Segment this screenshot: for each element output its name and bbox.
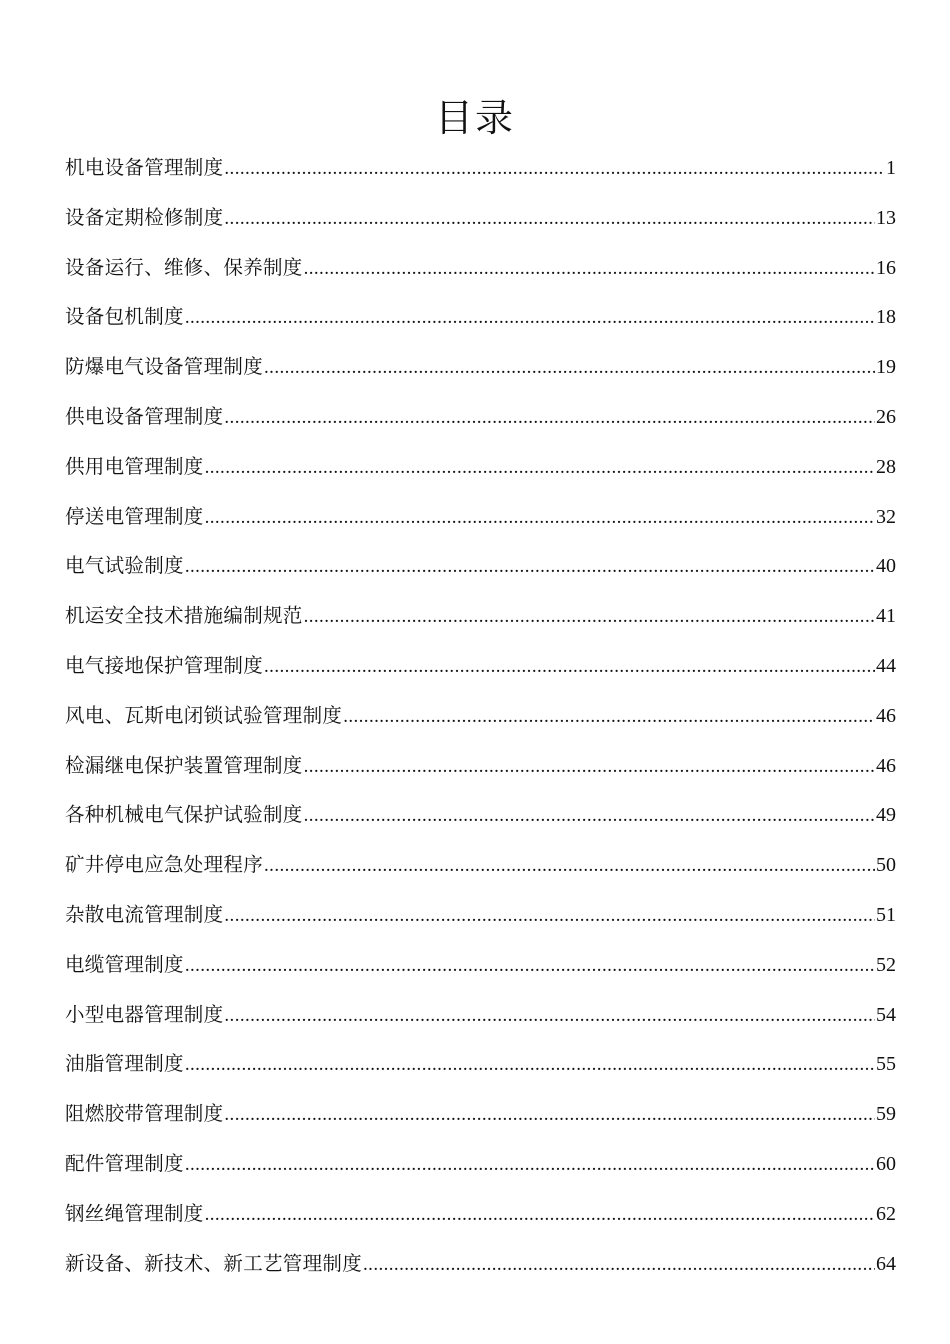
toc-entry[interactable] <box>65 591 896 641</box>
toc-entry-label: 设备运行、维修、保养制度 <box>65 255 303 279</box>
toc-dot-leader <box>224 1090 875 1139</box>
toc-dot-leader <box>264 343 875 392</box>
toc-entry[interactable] <box>65 342 896 392</box>
toc-entry[interactable] <box>65 442 896 492</box>
toc-dot-leader <box>343 692 875 741</box>
toc-entry-label: 小型电器管理制度 <box>65 1002 224 1026</box>
toc-entry-page: 41 <box>876 605 896 628</box>
toc-entry-label: 矿井停电应急处理程序 <box>65 853 264 877</box>
toc-dot-leader <box>304 592 875 641</box>
toc-dot-leader <box>224 891 875 940</box>
toc-entry-label: 供用电管理制度 <box>65 454 204 478</box>
page-title: 目录 <box>434 96 515 140</box>
toc-entry-label: 风电、瓦斯电闭锁试验管理制度 <box>65 703 343 727</box>
toc-entry-page: 19 <box>876 356 896 379</box>
toc-dot-leader <box>224 144 885 193</box>
toc-dot-leader <box>185 941 875 990</box>
toc-entry[interactable] <box>65 1089 896 1139</box>
toc-entry-page: 51 <box>876 903 896 926</box>
toc-entry[interactable] <box>65 1139 896 1189</box>
toc-entry-page: 62 <box>876 1202 896 1225</box>
toc-entry-label: 新设备、新技术、新工艺管理制度 <box>65 1251 363 1275</box>
toc-entry-label: 电气试验制度 <box>65 554 184 578</box>
toc-entry-page: 50 <box>876 854 896 877</box>
toc-dot-leader <box>304 742 875 791</box>
toc-entry[interactable] <box>65 890 896 940</box>
toc-entry-label: 阻燃胶带管理制度 <box>65 1102 224 1126</box>
toc-entry-page: 52 <box>876 953 896 976</box>
toc-entry-label: 各种机械电气保护试验制度 <box>65 803 303 827</box>
toc-entry[interactable] <box>65 1189 896 1239</box>
toc-dot-leader <box>185 293 875 342</box>
toc-dot-leader <box>304 244 875 293</box>
toc-entry-page: 59 <box>876 1103 896 1126</box>
toc-dot-leader <box>304 791 875 840</box>
toc-dot-leader <box>224 194 875 243</box>
toc-list <box>65 143 896 1288</box>
toc-dot-leader <box>264 841 875 890</box>
toc-entry[interactable] <box>65 990 896 1040</box>
toc-entry-label: 机运安全技术措施编制规范 <box>65 604 303 628</box>
toc-entry[interactable] <box>65 1239 896 1289</box>
toc-entry-page: 26 <box>876 405 896 428</box>
toc-entry-page: 44 <box>876 654 896 677</box>
toc-entry-page: 55 <box>876 1053 896 1076</box>
toc-entry[interactable] <box>65 691 896 741</box>
toc-entry[interactable] <box>65 840 896 890</box>
toc-entry-label: 配件管理制度 <box>65 1151 184 1175</box>
toc-entry-label: 钢丝绳管理制度 <box>65 1201 204 1225</box>
toc-dot-leader <box>205 443 875 492</box>
toc-entry-label: 杂散电流管理制度 <box>65 902 224 926</box>
toc-entry-label: 电气接地保护管理制度 <box>65 653 264 677</box>
toc-entry[interactable] <box>65 1039 896 1089</box>
toc-entry-label: 供电设备管理制度 <box>65 404 224 428</box>
toc-entry-page: 1 <box>886 157 896 179</box>
toc-entry-page: 16 <box>876 256 896 279</box>
toc-entry-page: 40 <box>876 555 896 578</box>
toc-entry-label: 设备包机制度 <box>65 305 184 329</box>
toc-entry-label: 停送电管理制度 <box>65 504 204 528</box>
toc-entry-page: 54 <box>876 1003 896 1026</box>
toc-entry[interactable] <box>65 143 896 193</box>
toc-entry-page: 18 <box>876 306 896 329</box>
toc-dot-leader <box>224 991 875 1040</box>
toc-dot-leader <box>185 542 875 591</box>
toc-entry[interactable] <box>65 541 896 591</box>
toc-dot-leader <box>205 1190 875 1239</box>
toc-entry-page: 60 <box>876 1152 896 1175</box>
toc-entry-label: 设备定期检修制度 <box>65 205 224 229</box>
toc-dot-leader <box>224 393 875 442</box>
toc-entry[interactable] <box>65 492 896 542</box>
toc-entry[interactable] <box>65 392 896 442</box>
toc-entry-label: 机电设备管理制度 <box>65 156 224 179</box>
toc-entry-label: 电缆管理制度 <box>65 952 184 976</box>
toc-dot-leader <box>205 493 875 542</box>
toc-entry[interactable] <box>65 193 896 243</box>
toc-entry-label: 检漏继电保护装置管理制度 <box>65 753 303 777</box>
toc-entry[interactable] <box>65 741 896 791</box>
toc-entry[interactable] <box>65 790 896 840</box>
toc-entry-page: 28 <box>876 455 896 478</box>
toc-entry-label: 油脂管理制度 <box>65 1052 184 1076</box>
toc-entry-label: 防爆电气设备管理制度 <box>65 355 264 379</box>
toc-dot-leader <box>363 1240 875 1289</box>
toc-entry[interactable] <box>65 641 896 691</box>
toc-entry[interactable] <box>65 243 896 293</box>
toc-dot-leader <box>185 1040 875 1089</box>
toc-entry-page: 32 <box>876 505 896 528</box>
toc-entry-page: 49 <box>876 804 896 827</box>
toc-dot-leader <box>185 1140 875 1189</box>
toc-entry-page: 46 <box>876 704 896 727</box>
toc-dot-leader <box>264 642 875 691</box>
toc-entry-page: 13 <box>876 206 896 229</box>
toc-entry[interactable] <box>65 940 896 990</box>
toc-entry[interactable] <box>65 292 896 342</box>
toc-entry-page: 64 <box>876 1252 896 1275</box>
toc-entry-page: 46 <box>876 754 896 777</box>
